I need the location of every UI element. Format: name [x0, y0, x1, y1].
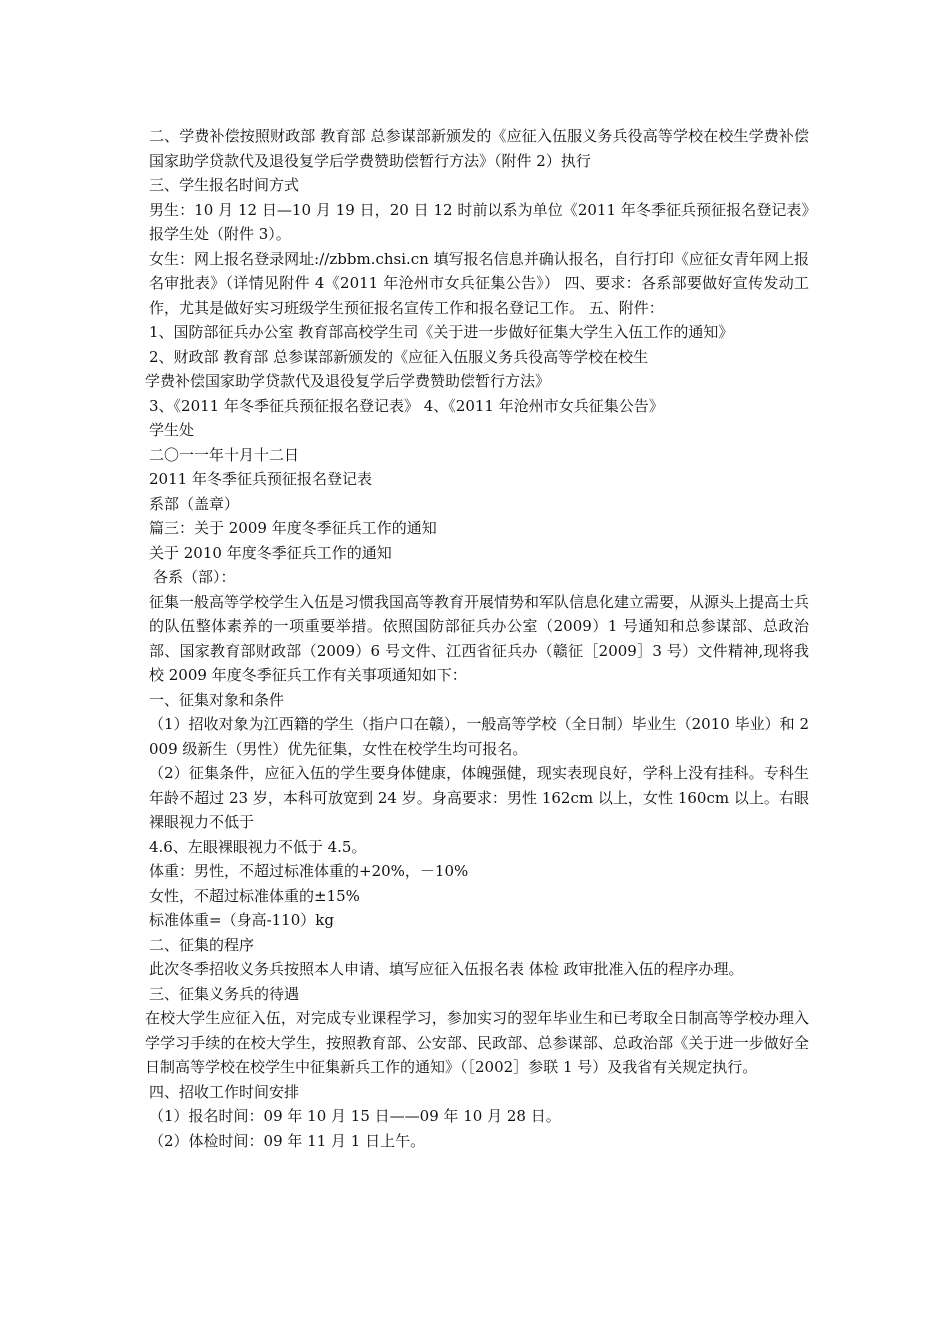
- paragraph: 三、学生报名时间方式: [149, 176, 300, 194]
- paragraph: 二、学费补偿按照财政部 教育部 总参谋部新颁发的《应征入伍服义务兵役高等学校在校生学费补偿国家助学贷款代及退役复学后学费赞助偿暂行方法》（附件 2）执行: [149, 127, 809, 170]
- paragraph: 在校大学生应征入伍，对完成专业课程学习，参加实习的翌年毕业生和已考取全日制高等学校办理入学学习手续的在校大学生，按照教育部、公安部、民政部、总参谋部、总政治部《关于进一步做好全日制高等学校在校学生中征集新兵工作的通知》（［2002］参联 1 号）及我省有关规定执行。: [145, 1009, 809, 1076]
- paragraph: 女性，不超过标准体重的±15%: [149, 886, 360, 905]
- paragraph: （2）征集条件，应征入伍的学生要身体健康，体魄强健，现实表现良好，学科上没有挂科。专科生年龄不超过 23 岁，本科可放宽到 24 岁。身高要求：男性 162cm 以上，女性 160cm 以上。右眼裸眼视力不低于: [149, 764, 809, 831]
- paragraph: 三、征集义务兵的待遇: [149, 984, 300, 1003]
- paragraph: 各系（部）：: [153, 568, 236, 586]
- document-body: [145, 124, 809, 1153]
- paragraph: 2011 年冬季征兵预征报名登记表: [149, 470, 372, 488]
- paragraph: 二、征集的程序: [149, 935, 255, 954]
- paragraph: 1、国防部征兵办公室 教育部高校学生司《关于进一步做好征集大学生入伍工作的通知》: [149, 323, 734, 341]
- paragraph: 标准体重=（身高-110）kg: [149, 911, 334, 929]
- paragraph: 3、《2011 年冬季征兵预征报名登记表》 4、《2011 年沧州市女兵征集公告》: [149, 396, 664, 415]
- paragraph: 关于 2010 年度冬季征兵工作的通知: [149, 543, 392, 562]
- paragraph: （2）体检时间：09 年 11 月 1 日上午。: [149, 1131, 426, 1150]
- paragraph: 四、招收工作时间安排: [149, 1082, 300, 1101]
- paragraph: 学生处: [149, 421, 195, 439]
- paragraph: 此次冬季招收义务兵按照本人申请、填写应征入伍报名表 体检 政审批准入伍的程序办理。: [149, 960, 744, 978]
- paragraph: 篇三：关于 2009 年度冬季征兵工作的通知: [149, 519, 437, 537]
- paragraph: （1）招收对象为江西籍的学生（指户口在赣），一般高等学校（全日制）毕业生（2010 毕业）和 2009 级新生（男性）优先征集，女性在校学生均可报名。: [149, 715, 809, 758]
- paragraph: 二〇一一年十月十二日: [149, 445, 300, 464]
- paragraph: 体重：男性，不超过标准体重的+20%，－10%: [149, 862, 469, 880]
- paragraph: 女生：网上报名登录网址://zbbm.chsi.cn 填写报名信息并确认报名，自行打印《应征女青年网上报名审批表》（详情见附件 4《2011 年沧州市女兵征集公告》） 四、要求：各系部要做好宣传发动工作，尤其是做好实习班级学生预征报名宣传工作和报名登记工作。 五、附件：: [149, 249, 809, 317]
- paragraph: 一、征集对象和条件: [149, 690, 285, 709]
- paragraph: 2、财政部 教育部 总参谋部新颁发的《应征入伍服义务兵役高等学校在校生: [149, 347, 649, 366]
- paragraph: 4.6、左眼裸眼视力不低于 4.5。: [149, 837, 367, 856]
- paragraph: 系部（盖章）: [149, 494, 240, 513]
- paragraph: 男生：10 月 12 日—10 月 19 日，20 日 12 时前以系为单位《2011 年冬季征兵预征报名登记表》报学生处（附件 3）。: [149, 200, 809, 243]
- paragraph: 学费补偿国家助学贷款代及退役复学后学费赞助偿暂行方法》: [145, 372, 551, 390]
- paragraph: （1）报名时间：09 年 10 月 15 日——09 年 10 月 28 日。: [149, 1107, 561, 1125]
- paragraph: 征集一般高等学校学生入伍是习惯我国高等教育开展情势和军队信息化建立需要，从源头上提高士兵的队伍整体素养的一项重要举措。依照国防部征兵办公室（2009）1 号通知和总参谋部、总政治部、国家教育部财政部（2009）6 号文件、江西省征兵办（赣征［2009］3 号）文件精神,现将我校 2009 年度冬季征兵工作有关事项通知如下：: [149, 592, 810, 684]
